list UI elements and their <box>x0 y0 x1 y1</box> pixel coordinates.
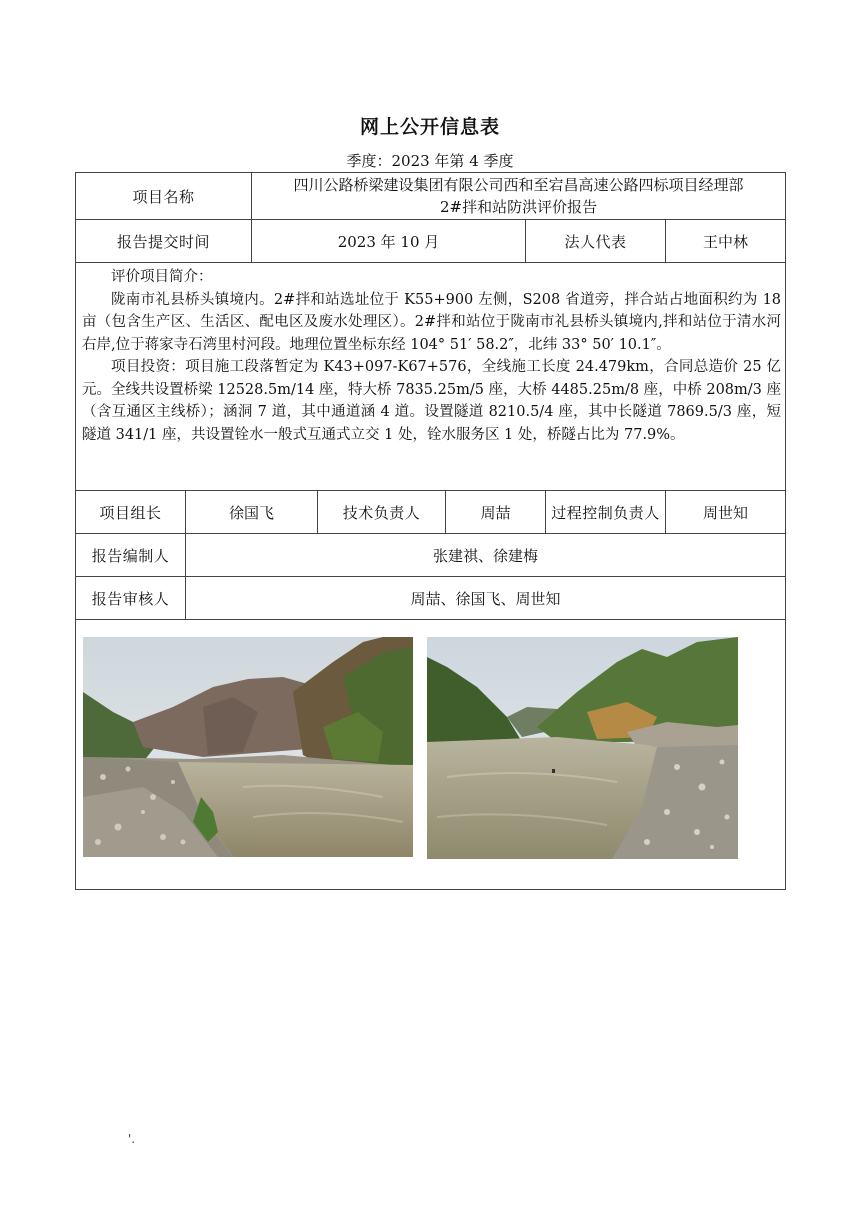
tech-label: 技术负责人 <box>318 491 446 534</box>
compiler-value: 张建祺、徐建梅 <box>186 534 786 577</box>
submit-time-value: 2023 年 10 月 <box>252 220 526 263</box>
reviewer-label: 报告审核人 <box>76 577 186 620</box>
project-name-line2: 2#拌和站防洪评价报告 <box>439 198 598 216</box>
submit-time-row <box>76 220 786 263</box>
compiler-label: 报告编制人 <box>76 534 186 577</box>
team-row <box>76 491 786 534</box>
tech-value: 周喆 <box>446 491 546 534</box>
reviewer-value: 周喆、徐国飞、周世知 <box>186 577 786 620</box>
submit-time-label: 报告提交时间 <box>76 220 252 263</box>
project-name-row <box>76 173 786 220</box>
legal-rep-value: 王中林 <box>666 220 786 263</box>
page-title: 网上公开信息表 <box>359 116 500 138</box>
intro-cell <box>76 263 786 491</box>
reviewer-row <box>76 577 786 620</box>
photo-row <box>76 620 786 890</box>
intro-row <box>76 263 786 491</box>
info-table <box>75 172 786 890</box>
process-label: 过程控制负责人 <box>546 491 666 534</box>
intro-heading: 评价项目简介： <box>111 269 213 285</box>
legal-rep-label: 法人代表 <box>526 220 666 263</box>
site-photo-river-right <box>427 637 738 859</box>
project-name-label: 项目名称 <box>76 173 252 220</box>
leader-value: 徐国飞 <box>186 491 318 534</box>
project-name-line1: 四川公路桥梁建设集团有限公司西和至宕昌高速公路四标项目经理部 <box>293 176 744 194</box>
process-value: 周世知 <box>666 491 786 534</box>
footer-mark: '. <box>128 1132 136 1146</box>
site-photo-river-left <box>83 637 413 857</box>
project-name-value <box>252 173 786 220</box>
intro-paragraph-location: 陇南市礼县桥头镇境内。2#拌和站选址位于 K55+900 左侧，S208 省道旁，拌合站占地面积约为 18 亩（包含生产区、生活区、配电区及废水处理区）。2#拌和站位于陇南市礼县桥头镇境内,拌和站位于清水河右岸,位于蒋家寺石湾里村河段。地理位置坐标东经 104° 51′ 58.2″，北纬 33° 50′ 10.1″。 <box>82 291 782 353</box>
quarter-label: 季度：2023 年第 4 季度 <box>346 152 514 170</box>
compiler-row <box>76 534 786 577</box>
photo-cell <box>76 620 786 890</box>
intro-paragraph-investment: 项目投资：项目施工段落暂定为 K43+097-K67+576，全线施工长度 24.479km，合同总造价 25 亿元。全线共设置桥梁 12528.5m/14 座，特大桥 7835.25m/5 座，大桥 4485.25m/8 座，中桥 208m/3 座（含互通区主线桥）；涵洞 7 道，其中通道涵 4 道。设置隧道 8210.5/4 座，其中长隧道 7869.5/3 座，短隧道 341/1 座，共设置铨水一般式互通式立交 1 处，铨水服务区 1 处，桥隧占比为 77.9%。 <box>82 359 782 443</box>
leader-label: 项目组长 <box>76 491 186 534</box>
